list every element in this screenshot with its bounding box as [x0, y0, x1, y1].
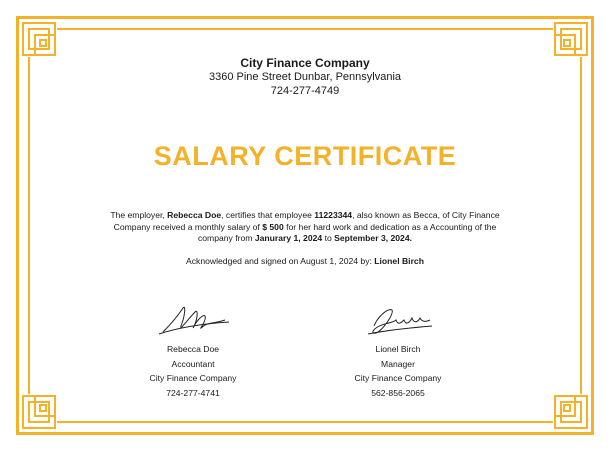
employee-id: 11223344 [314, 210, 353, 220]
acknowledgement-text: Acknowledged and signed on August 1, 2024 by: [186, 256, 375, 266]
signatory-role: Accountant [171, 358, 215, 369]
signatory-phone: 562-856-2065 [371, 387, 425, 398]
signatory-role: Manager [381, 358, 415, 369]
body-text-part: , certifies that employee [221, 210, 315, 220]
body-text-part: , also known as Becca, of City Finance Company received a monthly salary of [113, 210, 500, 232]
certificate-body [100, 210, 510, 245]
body-text-part: to [322, 233, 335, 243]
salary-amount: $ 500 [262, 221, 284, 232]
signatory-company: City Finance Company [354, 373, 442, 383]
signatory-name: Lionel Birch [375, 344, 421, 354]
company-phone: 724-277-4749 [270, 85, 340, 97]
acknowledgement-signer: Lionel Birch [374, 256, 424, 266]
corner-ornament-bottom-left [21, 394, 57, 430]
signature-image [103, 300, 283, 342]
certificate-title: SALARY CERTIFICATE [153, 141, 457, 171]
acknowledgement [0, 256, 610, 266]
end-date: September 3, 2024. [334, 233, 413, 243]
signatory-phone: 724-277-4741 [166, 387, 220, 398]
company-name: City Finance Company [240, 56, 370, 70]
body-text-part: The employer, [110, 210, 168, 220]
corner-ornament-top-left [21, 21, 57, 57]
company-address: 3360 Pine Street Dunbar, Pennsylvania [208, 71, 402, 83]
signature-image [308, 300, 488, 342]
corner-ornament-bottom-right [553, 394, 589, 430]
body-text-part: for her hard work and dedication as a Accounting of the company from [197, 221, 497, 243]
signatory-company: City Finance Company [149, 373, 237, 383]
signature-block-manager [308, 300, 488, 400]
start-date: Janurary 1, 2024 [254, 233, 323, 243]
signature-block-employee [103, 300, 283, 400]
corner-ornament-top-right [553, 21, 589, 57]
signatory-name: Rebecca Doe [166, 344, 220, 354]
employee-name: Rebecca Doe [167, 210, 222, 220]
